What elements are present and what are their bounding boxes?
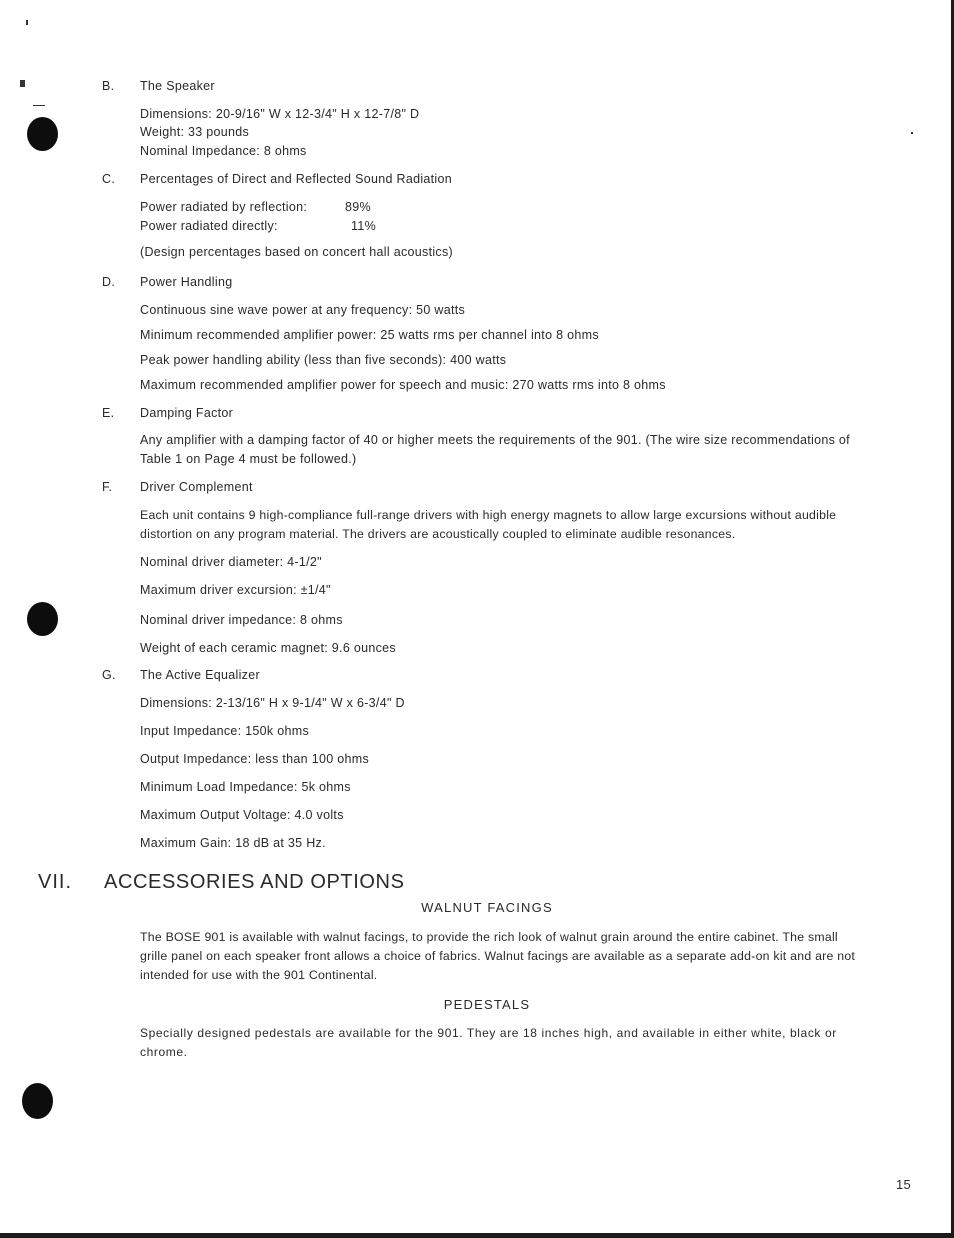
item-letter-d: D. — [102, 275, 116, 289]
walnut-paragraph: The BOSE 901 is available with walnut facings, to provide the rich look of walnut grain around the entire cabinet. The small grille panel on each speaker front allows a choice of fabrics. Walnut facings are available as a separate add-on kit and are not intended for use with the 901 Continental. — [140, 930, 856, 982]
radiation-note: (Design percentages based on concert hall acoustics) — [140, 245, 453, 259]
driver-diameter: Nominal driver diameter: 4-1/2" — [140, 555, 322, 569]
walnut-heading: WALNUT FACINGS — [421, 900, 553, 915]
scan-speck — [33, 105, 45, 106]
direct-value: 11% — [351, 219, 376, 233]
page-number: 15 — [896, 1177, 912, 1192]
driver-excursion: Maximum driver excursion: ±1/4" — [140, 583, 331, 597]
section-title: ACCESSORIES AND OPTIONS — [104, 871, 405, 893]
magnet-weight: Weight of each ceramic magnet: 9.6 ounces — [140, 641, 396, 655]
radiation-heading: Percentages of Direct and Reflected Sound Radiation — [140, 172, 453, 186]
driver-impedance: Nominal driver impedance: 8 ohms — [140, 613, 343, 627]
power-line-continuous: Continuous sine wave power at any frequency: 50 watts — [140, 303, 466, 317]
scan-speck — [26, 20, 28, 25]
power-line-maximum: Maximum recommended amplifier power for speech and music: 270 watts rms into 8 ohms — [140, 378, 666, 392]
item-letter-c: C. — [102, 172, 116, 186]
reflection-row — [140, 200, 371, 214]
equalizer-heading: The Active Equalizer — [140, 668, 260, 682]
punch-hole-middle — [27, 602, 58, 636]
equalizer-dimensions: Dimensions: 2-13/16" H x 9-1/4" W x 6-3/4" D — [140, 696, 405, 710]
direct-row — [140, 219, 376, 233]
item-letter-f: F. — [102, 480, 113, 494]
reflection-value: 89% — [345, 200, 371, 214]
pedestals-heading: PEDESTALS — [443, 997, 531, 1012]
section-number: VII. — [38, 871, 73, 893]
scan-bottom-edge — [0, 1233, 954, 1238]
reflection-label: Power radiated by reflection: — [140, 200, 308, 214]
scan-speck — [20, 80, 25, 87]
item-letter-g: G. — [102, 668, 116, 682]
damping-paragraph: Any amplifier with a damping factor of 40 or higher meets the requirements of the 901. (The wire size recommendations of Table 1 on Page 4 must be followed.) — [140, 433, 850, 466]
equalizer-output-impedance: Output Impedance: less than 100 ohms — [140, 752, 369, 766]
power-heading: Power Handling — [140, 275, 233, 289]
damping-heading: Damping Factor — [140, 406, 234, 420]
power-line-minimum: Minimum recommended amplifier power: 25 watts rms per channel into 8 ohms — [140, 328, 599, 342]
item-letter-b: B. — [102, 79, 115, 93]
driver-heading: Driver Complement — [140, 480, 253, 494]
punch-hole-bottom — [22, 1083, 53, 1119]
driver-paragraph: Each unit contains 9 high-compliance full-range drivers with high energy magnets to allow large excursions without audible distortion on any program material. The drivers are acoustically coupled to eliminate audible resonances. — [140, 508, 837, 541]
item-letter-e: E. — [102, 406, 115, 420]
punch-hole-top — [27, 117, 58, 151]
power-line-peak: Peak power handling ability (less than five seconds): 400 watts — [140, 353, 507, 367]
speaker-impedance: Nominal Impedance: 8 ohms — [140, 144, 307, 158]
scan-speck — [911, 132, 913, 134]
equalizer-input-impedance: Input Impedance: 150k ohms — [140, 724, 310, 738]
equalizer-min-load: Minimum Load Impedance: 5k ohms — [140, 780, 351, 794]
pedestals-paragraph: Specially designed pedestals are available for the 901. They are 18 inches high, and available in either white, black or chrome. — [140, 1026, 837, 1059]
speaker-dimensions: Dimensions: 20-9/16" W x 12-3/4" H x 12-7/8" D — [140, 107, 420, 121]
equalizer-max-gain: Maximum Gain: 18 dB at 35 Hz. — [140, 836, 326, 850]
direct-label: Power radiated directly: — [140, 219, 278, 233]
equalizer-max-output: Maximum Output Voltage: 4.0 volts — [140, 808, 344, 822]
speaker-weight: Weight: 33 pounds — [140, 125, 250, 139]
speaker-heading: The Speaker — [140, 79, 215, 93]
